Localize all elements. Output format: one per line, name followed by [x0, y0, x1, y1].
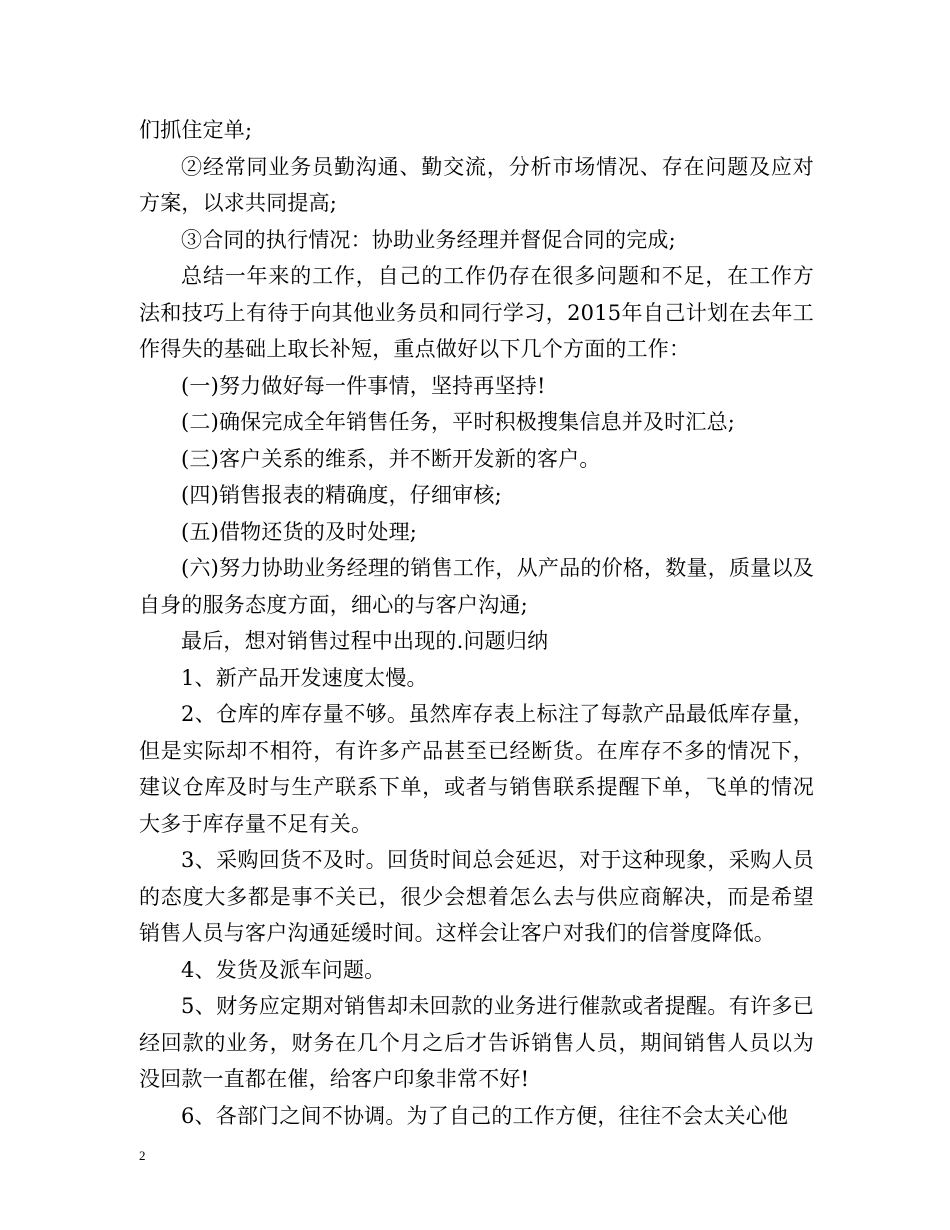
paragraph-8: (五)借物还货的及时处理;	[181, 519, 418, 544]
paragraph-11: 1、新产品开发速度太慢。	[181, 665, 428, 690]
paragraph-6: (三)客户关系的维系，并不断开发新的客户。	[181, 446, 601, 471]
paragraph-0: 们抓住定单;	[139, 118, 253, 142]
paragraph-9: (六)努力协助业务经理的销售工作，从产品的价格，数量，质量以及自身的服务态度方面，细心的与客户沟通;	[139, 556, 814, 617]
paragraph-7: (四)销售报表的精确度，仔细审核;	[181, 483, 502, 507]
document-body	[139, 112, 814, 1134]
page-number: 2	[139, 1148, 146, 1163]
paragraph-14: 4、发货及派车问题。	[181, 957, 386, 982]
paragraph-2: ③合同的执行情况：协助业务经理并督促合同的完成;	[181, 227, 676, 252]
paragraph-3: 总结一年来的工作，自己的工作仍存在很多问题和不足，在工作方法和技巧上有待于向其他业务员和同行学习，2015年自己计划在去年工作得失的基础上取长补短，重点做好以下几个方面的工作：	[139, 264, 814, 361]
paragraph-10: 最后，想对销售过程中出现的.问题归纳	[181, 629, 549, 653]
paragraph-5: (二)确保完成全年销售任务，平时积极搜集信息并及时汇总;	[181, 410, 736, 434]
paragraph-12: 2、仓库的库存量不够。虽然库存表上标注了每款产品最低库存量，但是实际却不相符，有许多产品甚至已经断货。在库存不多的情况下，建议仓库及时与生产联系下单，或者与销售联系提醒下单，飞单的情况大多于库存量不足有关。	[139, 702, 814, 836]
paragraph-13: 3、采购回货不及时。回货时间总会延迟，对于这种现象，采购人员的态度大多都是事不关已，很少会想着怎么去与供应商解决，而是希望销售人员与客户沟通延缓时间。这样会让客户对我们的信誉度降低。	[139, 848, 814, 945]
paragraph-4: (一)努力做好每一件事情，坚持再坚持!	[181, 373, 546, 398]
paragraph-15: 5、财务应定期对销售却未回款的业务进行催款或者提醒。有许多已经回款的业务，财务在几个月之后才告诉销售人员，期间销售人员以为没回款一直都在催，给客户印象非常不好!	[139, 994, 814, 1091]
paragraph-16: 6、各部门之间不协调。为了自己的工作方便，往往不会太关心他	[181, 1103, 789, 1128]
paragraph-1: ②经常同业务员勤沟通、勤交流，分析市场情况、存在问题及应对方案，以求共同提高;	[139, 154, 814, 215]
